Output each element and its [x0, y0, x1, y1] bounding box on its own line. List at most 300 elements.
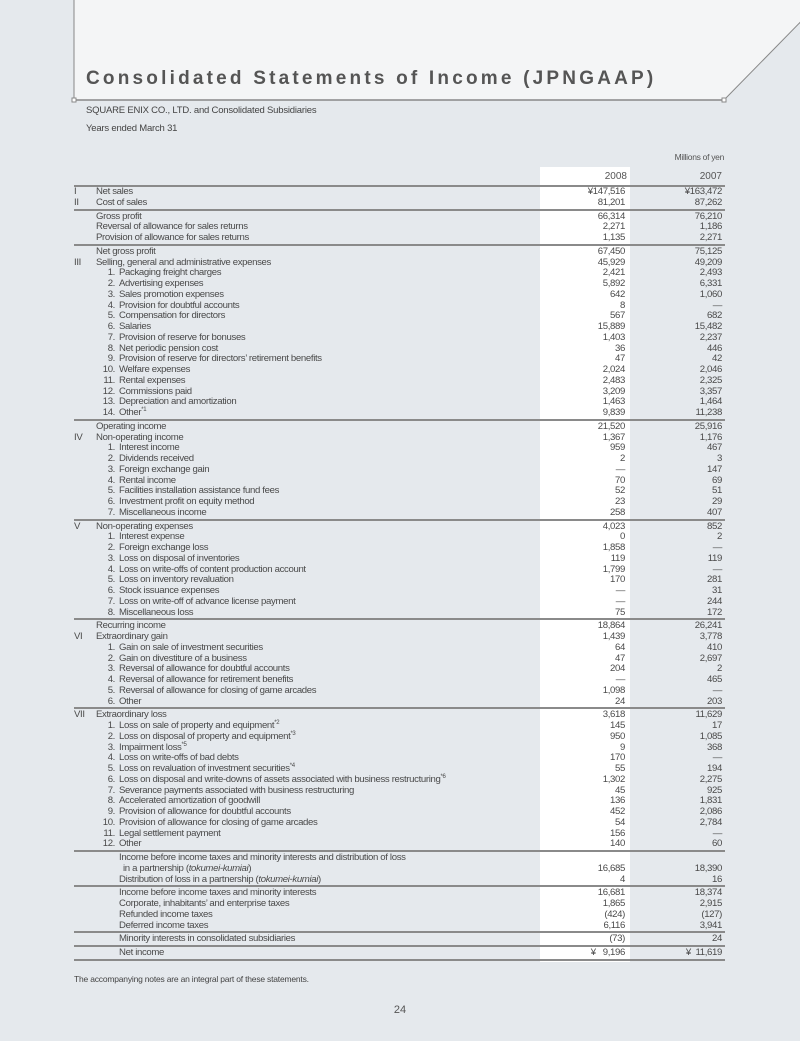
- value-2007: 25,916: [694, 420, 722, 432]
- value-2007: 3,357: [699, 385, 722, 397]
- value-2008: 452: [610, 806, 625, 817]
- footnote-marker: *1: [141, 406, 147, 413]
- row-label-text: Reversal of allowance for closing of game arcades: [119, 684, 317, 696]
- value-2007: 31: [712, 585, 722, 596]
- item-number: 3.: [107, 552, 115, 564]
- row-label-text: Provision of reserve for directors’ retirement benefits: [119, 353, 322, 365]
- row-label-text: Reversal of allowance for retirement benefits: [119, 674, 294, 685]
- row-label-text: Other: [119, 695, 142, 707]
- row-label: [119, 921, 208, 932]
- value-2007: 244: [707, 595, 722, 607]
- section-numeral: VI: [74, 631, 83, 642]
- row-label-text: Loss on disposal of property and equipment: [119, 730, 291, 742]
- row-label-end: ): [248, 862, 252, 874]
- item-number: 6.: [107, 496, 115, 507]
- value-2007: 2: [717, 531, 722, 543]
- value-2007: 15,482: [694, 321, 722, 332]
- value-2007: 51: [712, 485, 722, 497]
- value-2008: 1,799: [602, 563, 625, 575]
- value-2008: 9: [620, 741, 625, 753]
- item-number: 7.: [107, 784, 115, 796]
- footnote-marker: *2: [274, 719, 280, 726]
- title-banner: [0, 0, 800, 110]
- value-2008: 1,858: [602, 542, 625, 553]
- footnote: The accompanying notes are an integral part of these statements.: [74, 974, 309, 984]
- row-label: [119, 853, 406, 875]
- value-2007: 2,046: [699, 364, 722, 375]
- item-number: 6.: [107, 773, 115, 785]
- row-label-text: Non-operating expenses: [96, 520, 193, 532]
- value-2008: 55: [615, 763, 625, 774]
- value-2008: 1,403: [602, 331, 625, 343]
- value-2007: 3,941: [699, 919, 722, 931]
- table-row: [74, 934, 725, 945]
- row-label-text: Income before income taxes and minority interests and distribution of loss: [119, 852, 406, 863]
- row-label: [119, 686, 316, 697]
- item-number: 1.: [107, 641, 115, 653]
- table-row: [74, 508, 725, 519]
- row-label-end: ): [318, 873, 321, 885]
- value-2007: 407: [707, 506, 722, 518]
- value-2008: (424): [604, 908, 625, 920]
- value-2007: 6,331: [699, 278, 722, 289]
- footnote-marker: *3: [290, 730, 296, 737]
- table-row: [74, 686, 725, 697]
- company-name: SQUARE ENIX CO., LTD. and Consolidated Subsidiaries: [86, 105, 317, 116]
- value-2007: 1,831: [699, 795, 722, 807]
- table-row: [74, 839, 725, 850]
- item-number: 7.: [107, 331, 115, 343]
- row-label-text: Miscellaneous loss: [119, 606, 194, 618]
- row-label-text: Foreign exchange loss: [119, 542, 209, 553]
- value-2007: 2,325: [699, 374, 722, 386]
- item-number: 1.: [107, 267, 115, 279]
- value-2007: 2,915: [699, 898, 722, 909]
- value-2007: 1,464: [699, 396, 722, 408]
- row-label: [119, 697, 141, 708]
- value-2008: 81,201: [597, 196, 625, 208]
- row-label-text: Depreciation and amortization: [119, 396, 237, 408]
- item-number: 3.: [107, 663, 115, 675]
- value-2007: 17: [712, 720, 722, 731]
- page-number: 24: [393, 1004, 407, 1016]
- item-number: 12.: [102, 838, 115, 850]
- item-number: 2.: [107, 278, 115, 289]
- value-2008: 64: [615, 641, 625, 653]
- value-2007: —: [712, 299, 722, 311]
- period-label: Years ended March 31: [86, 123, 178, 134]
- value-2007: 2,086: [699, 806, 722, 817]
- table-row: [74, 948, 725, 959]
- value-2007: 3,778: [699, 631, 722, 642]
- value-2008: 23: [615, 496, 625, 507]
- table-row: [74, 921, 725, 932]
- row-label-text: Provision of allowance for sales returns: [96, 232, 249, 243]
- row-label-text: Packaging freight charges: [119, 267, 222, 279]
- value-2008: 642: [610, 288, 625, 300]
- page-title: Consolidated Statements of Income (JPNGAAP): [86, 68, 657, 89]
- row-label-text: Loss on sale of property and equipment: [119, 720, 275, 731]
- item-number: 2.: [107, 652, 115, 664]
- value-2008: 21,520: [597, 420, 625, 432]
- value-2007: (127): [701, 908, 722, 920]
- year-2007: 2007: [699, 171, 722, 182]
- value-2007: 2,493: [699, 267, 722, 279]
- value-2008: 16,685: [597, 862, 625, 874]
- table-row: [74, 311, 725, 322]
- item-number: 5.: [107, 310, 115, 322]
- item-number: 11.: [103, 374, 115, 386]
- row-label-text: Extraordinary gain: [96, 631, 168, 642]
- row-label-text: Stock issuance expenses: [119, 585, 220, 596]
- value-2007: —: [712, 684, 722, 696]
- value-2008: 1,367: [602, 431, 625, 443]
- value-2007: 87,262: [694, 196, 722, 208]
- row-label-text: Legal settlement payment: [119, 827, 221, 839]
- item-number: 1.: [107, 720, 115, 731]
- value-2008: 1,463: [602, 396, 625, 408]
- row-label-text: Gain on sale of investment securities: [119, 641, 263, 653]
- value-2008: 8: [620, 299, 625, 311]
- row-label: [119, 934, 295, 945]
- year-header: [74, 167, 725, 187]
- row-label-text: Gain on divestiture of a business: [119, 652, 247, 664]
- row-label: [119, 839, 141, 850]
- item-number: 10.: [102, 816, 115, 828]
- row-label-text-2: in a partnership (: [123, 862, 189, 874]
- value-2007: 467: [707, 442, 722, 454]
- row-label: [96, 233, 249, 244]
- row-label-text: Other: [119, 407, 142, 418]
- value-2008: —: [615, 463, 625, 475]
- row-label-italic: tokumei-kumiai: [188, 862, 249, 874]
- value-2007: 49,209: [694, 256, 722, 268]
- row-label: [119, 408, 146, 419]
- row-label-text: Reversal of allowance for doubtful accounts: [119, 663, 290, 675]
- item-number: 7.: [107, 506, 115, 518]
- value-2008: 45,929: [597, 256, 625, 268]
- value-2008: ¥ 9,196: [590, 947, 625, 958]
- value-2008: 6,116: [603, 919, 625, 931]
- row-label-text: Provision of allowance for closing of game arcades: [119, 816, 318, 828]
- row-label-text: Accelerated amortization of goodwill: [119, 795, 260, 807]
- value-2008: 136: [610, 795, 625, 807]
- value-2008: 54: [615, 816, 625, 828]
- value-2007: 1,176: [699, 431, 722, 443]
- value-2007: 29: [712, 496, 722, 507]
- section-numeral: V: [74, 520, 81, 532]
- value-2007: 2,784: [699, 816, 722, 828]
- value-2007: 925: [707, 784, 722, 796]
- value-2008: 4: [620, 873, 625, 885]
- value-2008: 567: [610, 310, 625, 322]
- row-label-text: Foreign exchange gain: [119, 463, 210, 475]
- value-2007: 465: [707, 674, 722, 685]
- item-number: 8.: [107, 342, 115, 354]
- item-number: 2.: [107, 542, 115, 553]
- section-numeral: II: [74, 196, 79, 208]
- value-2008: 66,314: [597, 210, 625, 222]
- item-number: 3.: [107, 288, 115, 300]
- value-2007: 2,275: [699, 773, 722, 785]
- row-label-text: Provision of reserve for bonuses: [119, 331, 246, 343]
- value-2008: 70: [615, 474, 625, 486]
- item-number: 4.: [107, 299, 115, 311]
- item-number: 4.: [107, 674, 115, 685]
- value-2007: ¥163,472: [684, 186, 722, 197]
- row-label-text: Distribution of loss in a partnership (: [119, 873, 259, 885]
- row-label: [119, 608, 193, 619]
- table-row: [74, 198, 725, 209]
- row-label: [119, 508, 206, 519]
- value-2008: 9,839: [602, 407, 625, 418]
- table-row: [74, 829, 725, 840]
- value-2008: 3,618: [602, 709, 625, 721]
- table-row: [74, 621, 725, 632]
- row-label-text: Loss on write-off of advance license payment: [119, 595, 296, 607]
- row-label-text: Loss on inventory revaluation: [119, 574, 234, 586]
- value-2008: 950: [610, 730, 625, 742]
- value-2008: 45: [615, 784, 625, 796]
- value-2007: 2: [717, 663, 722, 675]
- row-label-text: Commissions paid: [119, 385, 192, 397]
- item-number: 2.: [107, 453, 115, 464]
- row-label-text: Net periodic pension cost: [119, 342, 218, 354]
- item-number: 5.: [107, 763, 115, 774]
- value-2007: 42: [712, 353, 722, 365]
- value-2007: 172: [707, 606, 722, 618]
- table-row: [74, 408, 725, 419]
- row-label-text: Net income: [119, 947, 165, 958]
- row-label-text: Welfare expenses: [119, 364, 191, 375]
- value-2007: ¥ 11,619: [685, 947, 722, 958]
- value-2007: 2,237: [699, 331, 722, 343]
- value-2007: 75,125: [694, 245, 722, 257]
- row-label-text: Gross profit: [96, 210, 142, 222]
- item-number: 3.: [107, 741, 115, 753]
- value-2008: 16,681: [597, 887, 625, 899]
- value-2007: 16: [712, 873, 722, 885]
- item-number: 9.: [107, 806, 115, 817]
- table-row: [74, 875, 725, 886]
- value-2007: 2,697: [699, 652, 722, 664]
- footnote-marker: *5: [181, 741, 187, 748]
- value-2007: —: [712, 542, 722, 553]
- item-number: 4.: [107, 563, 115, 575]
- row-label-text: Severance payments associated with business restructuring: [119, 784, 354, 796]
- row-label: [119, 948, 164, 959]
- row-label-text: Loss on revaluation of investment securities: [119, 763, 290, 774]
- value-2007: 3: [717, 453, 722, 464]
- row-label-text: Investment profit on equity method: [119, 496, 255, 507]
- value-2008: 36: [615, 342, 625, 354]
- value-2007: 682: [707, 310, 722, 322]
- item-number: 14.: [102, 407, 115, 418]
- row-label-text: Other: [119, 838, 142, 850]
- value-2008: 15,889: [597, 321, 625, 332]
- value-2007: 1,085: [699, 730, 722, 742]
- value-2008: 2,421: [602, 267, 625, 279]
- item-number: 7.: [107, 595, 115, 607]
- value-2008: 959: [610, 442, 625, 454]
- value-2008: 1,439: [602, 631, 625, 642]
- value-2008: 156: [610, 827, 625, 839]
- row-label-text: Interest expense: [119, 531, 185, 543]
- value-2007: 119: [707, 552, 722, 564]
- item-number: 3.: [107, 463, 115, 475]
- footnote-marker: *6: [440, 773, 446, 780]
- row-label-text: Extraordinary loss: [96, 709, 167, 721]
- item-number: 2.: [107, 730, 115, 742]
- row-label-text: Provision of allowance for doubtful accounts: [119, 806, 291, 817]
- unit-label: Millions of yen: [674, 152, 724, 162]
- row-label-text: Loss on write-offs of bad debts: [119, 752, 239, 764]
- value-2007: 1,060: [699, 288, 722, 300]
- row-label-text: Minority interests in consolidated subsidiaries: [119, 933, 296, 945]
- section-numeral: VII: [74, 709, 85, 721]
- row-label-text: Corporate, inhabitants’ and enterprise taxes: [119, 898, 290, 909]
- footnote-marker: *4: [289, 762, 295, 769]
- row-label-text: Net sales: [96, 186, 133, 197]
- value-2007: 194: [707, 763, 722, 774]
- value-2008: 75: [615, 606, 625, 618]
- income-statement-table: [74, 187, 725, 962]
- value-2007: 2,271: [699, 232, 722, 243]
- value-2008: 1,135: [602, 232, 625, 243]
- item-number: 5.: [107, 684, 115, 696]
- item-number: 1.: [107, 531, 115, 543]
- value-2008: 47: [615, 652, 625, 664]
- row-label: [96, 198, 147, 209]
- row-label-text: Facilities installation assistance fund fees: [119, 485, 280, 497]
- value-2008: ¥147,516: [587, 186, 625, 197]
- value-2008: 47: [615, 353, 625, 365]
- row-label-text: Provision for doubtful accounts: [119, 299, 240, 311]
- value-2007: —: [712, 827, 722, 839]
- row-label-text: Reversal of allowance for sales returns: [96, 221, 248, 233]
- value-2007: 410: [707, 641, 722, 653]
- section-numeral: I: [74, 186, 77, 197]
- value-2008: 140: [610, 838, 625, 850]
- value-2008: 3,209: [602, 385, 625, 397]
- value-2008: 204: [610, 663, 625, 675]
- value-2007: 1,186: [699, 221, 722, 233]
- item-number: 12.: [102, 385, 115, 397]
- value-2007: 11,238: [695, 407, 722, 418]
- value-2008: 145: [610, 720, 625, 731]
- item-number: 5.: [107, 485, 115, 497]
- table-row: [74, 233, 725, 244]
- value-2008: —: [615, 595, 625, 607]
- value-2008: 1,098: [602, 684, 625, 696]
- section-numeral: IV: [74, 431, 83, 443]
- row-label-text: Loss on disposal and write-downs of assets associated with business restructuring: [119, 773, 441, 785]
- item-number: 13.: [102, 396, 115, 408]
- value-2008: 170: [610, 752, 625, 764]
- item-number: 4.: [107, 474, 115, 486]
- value-2007: 203: [707, 695, 722, 707]
- value-2008: —: [615, 674, 625, 685]
- year-2008: 2008: [604, 171, 627, 182]
- value-2007: 24: [712, 933, 722, 945]
- item-number: 10.: [102, 364, 115, 375]
- value-2008: 67,450: [597, 245, 625, 257]
- row-label-italic: tokumei-kumiai: [258, 873, 319, 885]
- table-row: [74, 697, 725, 708]
- table-row: [74, 187, 725, 198]
- value-2008: 52: [615, 485, 625, 497]
- row-label-text: Advertising expenses: [119, 278, 204, 289]
- value-2008: 119: [610, 552, 625, 564]
- value-2008: 0: [620, 531, 625, 543]
- separator-line: [74, 959, 725, 962]
- item-number: 6.: [107, 585, 115, 596]
- value-2008: 24: [615, 695, 625, 707]
- row-label-text: Non-operating income: [96, 431, 184, 443]
- item-number: 9.: [107, 353, 115, 365]
- item-number: 6.: [107, 695, 115, 707]
- row-label-text: Cost of sales: [96, 196, 147, 208]
- value-2007: 147: [707, 463, 722, 475]
- value-2008: 4,023: [602, 520, 625, 532]
- row-label-text: Selling, general and administrative expenses: [96, 256, 271, 268]
- value-2007: 60: [712, 838, 722, 850]
- row-label-text: Loss on disposal of inventories: [119, 552, 240, 564]
- row-label: [119, 875, 321, 886]
- value-2008: 1,865: [602, 898, 625, 909]
- item-number: 6.: [107, 321, 115, 332]
- value-2008: (73): [609, 933, 625, 945]
- value-2007: 11,629: [695, 709, 722, 721]
- value-2007: 281: [707, 574, 722, 586]
- item-number: 4.: [107, 752, 115, 764]
- item-number: 11.: [103, 827, 115, 839]
- section-numeral: III: [74, 256, 81, 268]
- value-2007: 18,390: [694, 862, 722, 874]
- item-number: 1.: [107, 442, 115, 454]
- item-number: 8.: [107, 795, 115, 807]
- row-label-text: Compensation for directors: [119, 310, 226, 322]
- value-2007: 446: [707, 342, 722, 354]
- value-2008: 2: [620, 453, 625, 464]
- value-2008: 2,024: [602, 364, 625, 375]
- row-label-text: Dividends received: [119, 453, 194, 464]
- value-2007: —: [712, 752, 722, 764]
- row-label-text: Rental expenses: [119, 374, 186, 386]
- value-2008: 2,271: [602, 221, 625, 233]
- item-number: 8.: [107, 606, 115, 618]
- table-row: [74, 853, 725, 875]
- value-2008: 2,483: [602, 374, 625, 386]
- row-label-text: Refunded income taxes: [119, 908, 213, 920]
- row-label-text: Rental income: [119, 474, 176, 486]
- value-2007: 18,374: [694, 887, 722, 899]
- value-2008: 5,892: [602, 278, 625, 289]
- value-2007: —: [712, 563, 722, 575]
- row-label-text: Net gross profit: [96, 245, 156, 257]
- value-2007: 76,210: [694, 210, 722, 222]
- item-number: 5.: [107, 574, 115, 586]
- value-2008: 18,864: [597, 620, 625, 632]
- table-row: [74, 608, 725, 619]
- value-2007: 852: [707, 520, 722, 532]
- value-2008: 170: [610, 574, 625, 586]
- value-2007: 26,241: [694, 620, 722, 632]
- row-label-text: Impairment loss: [119, 741, 182, 753]
- row-label-text: Sales promotion expenses: [119, 288, 224, 300]
- row-label-text: Operating income: [96, 420, 167, 432]
- row-label-text: Loss on write-offs of content production account: [119, 563, 306, 575]
